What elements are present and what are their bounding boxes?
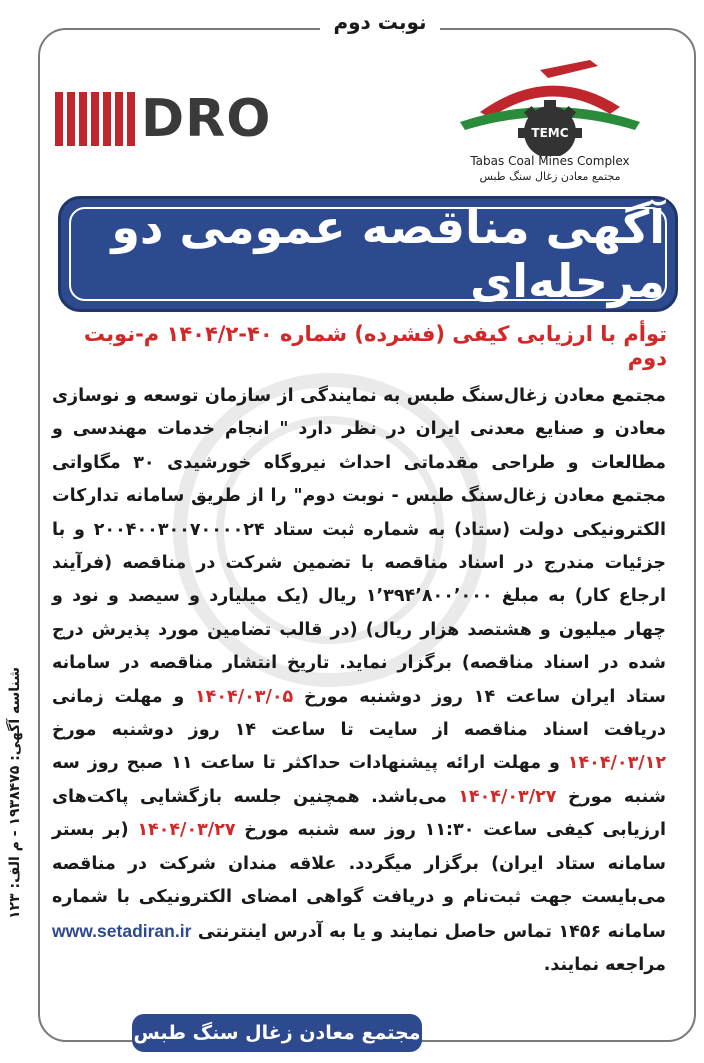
round-badge: نوبت دوم	[320, 4, 440, 40]
title-banner-inner	[69, 200, 667, 308]
tender-subtitle: توأم با ارزیابی کیفی (فشرده) شماره ۴۰-۱۴۰۴/۲ م-نوبت دوم	[83, 322, 667, 370]
setad-website-link[interactable]: www.setadiran.ir	[52, 920, 192, 941]
bid-deadline-date: ۱۴۰۴/۰۳/۲۷	[458, 786, 557, 807]
docs-deadline-date: ۱۴۰۴/۰۳/۱۲	[567, 753, 667, 774]
body-paragraph: و مهلت ارائه پیشنهادات حداکثر تا ساعت ۱۱ صبح روز سه شنبه مورخ	[52, 753, 666, 807]
imidro-bars-icon	[55, 92, 135, 146]
body-paragraph: می‌باشد. همچنین جلسه بازگشایی پاکت‌های ارزیابی کیفی ساعت ۱۱:۳۰ روز سه شنبه مورخ	[52, 786, 667, 841]
ad-id-vertical	[0, 650, 30, 950]
title-banner	[58, 196, 678, 312]
temc-logo	[440, 52, 660, 192]
temc-acronym: TEMC	[531, 126, 569, 140]
temc-emblem-icon	[440, 52, 660, 156]
publish-date: ۱۴۰۴/۰۳/۰۵	[194, 686, 294, 707]
footer-publisher: مجتمع معادن زغال سنگ طبس	[132, 1014, 422, 1052]
body-paragraph: (بر بستر سامانه ستاد ایران) برگزار میگردد. علاقه مندان شرکت در مناقصه می‌بایست جهت ثبت‌نام و دریافت گواهی امضای الکترونیکی با شماره سامانه ۱۴۵۶ تماس حاصل نمایند و یا به آدرس اینترنتی	[52, 820, 667, 942]
announcement-body	[52, 380, 666, 982]
temc-farsi-name: مجتمع معادن زغال سنگ طبس	[479, 170, 621, 183]
body-paragraph: مراجعه نمایند.	[543, 954, 666, 975]
ad-id-text: شناسه آگهی: ۱۹۳۸۴۷۵ - م الف: ۱۲۳	[7, 666, 23, 920]
opening-date: ۱۴۰۴/۰۳/۲۷	[137, 820, 236, 841]
body-paragraph: و مهلت زمانی دریافت اسناد مناقصه از سایت تا ساعت ۱۴ روز دوشنبه مورخ	[52, 686, 667, 741]
body-paragraph: مجتمع معادن زغال‌سنگ طبس به نمایندگی از سازمان توسعه و نوسازی معادن و صنایع معدنی ایران در نظر دارد " انجام خدمات مهندسی و مطالعات و طراحی مقدماتی احداث نیروگاه خورشیدی ۳۰ مگاواتی مجتمع معادن زغال‌سنگ طبس - نوبت دوم" را از طریق سامانه تدارکات الکترونیکی دولت (ستاد) به شماره ثبت ستاد ۲۰۰۴۰۰۳۰۰۷۰۰۰۰۲۴ و با جزئیات مندرج در اسناد مناقصه با تضمین شرکت در مناقصه (فرآیند ارجاع کار) به مبلغ ۱٬۳۹۴٬۸۰۰٬۰۰۰ ریال (یک میلیارد و سیصد و نود و چهار میلیون و هشتصد هزار ریال) (در قالب تضامین مورد پذیرش درج شده در اسناد مناقصه) برگزار نماید. تاریخ انتشار مناقصه در سامانه ستاد ایران ساعت ۱۴ روز دوشنبه مورخ	[52, 386, 667, 707]
temc-english-name: Tabas Coal Mines Complex	[470, 154, 630, 168]
banner-title: آگهی مناقصه عمومی دو مرحله‌ای	[111, 200, 665, 308]
imidro-logo-text: DRO	[141, 89, 272, 149]
imidro-logo	[55, 88, 285, 150]
